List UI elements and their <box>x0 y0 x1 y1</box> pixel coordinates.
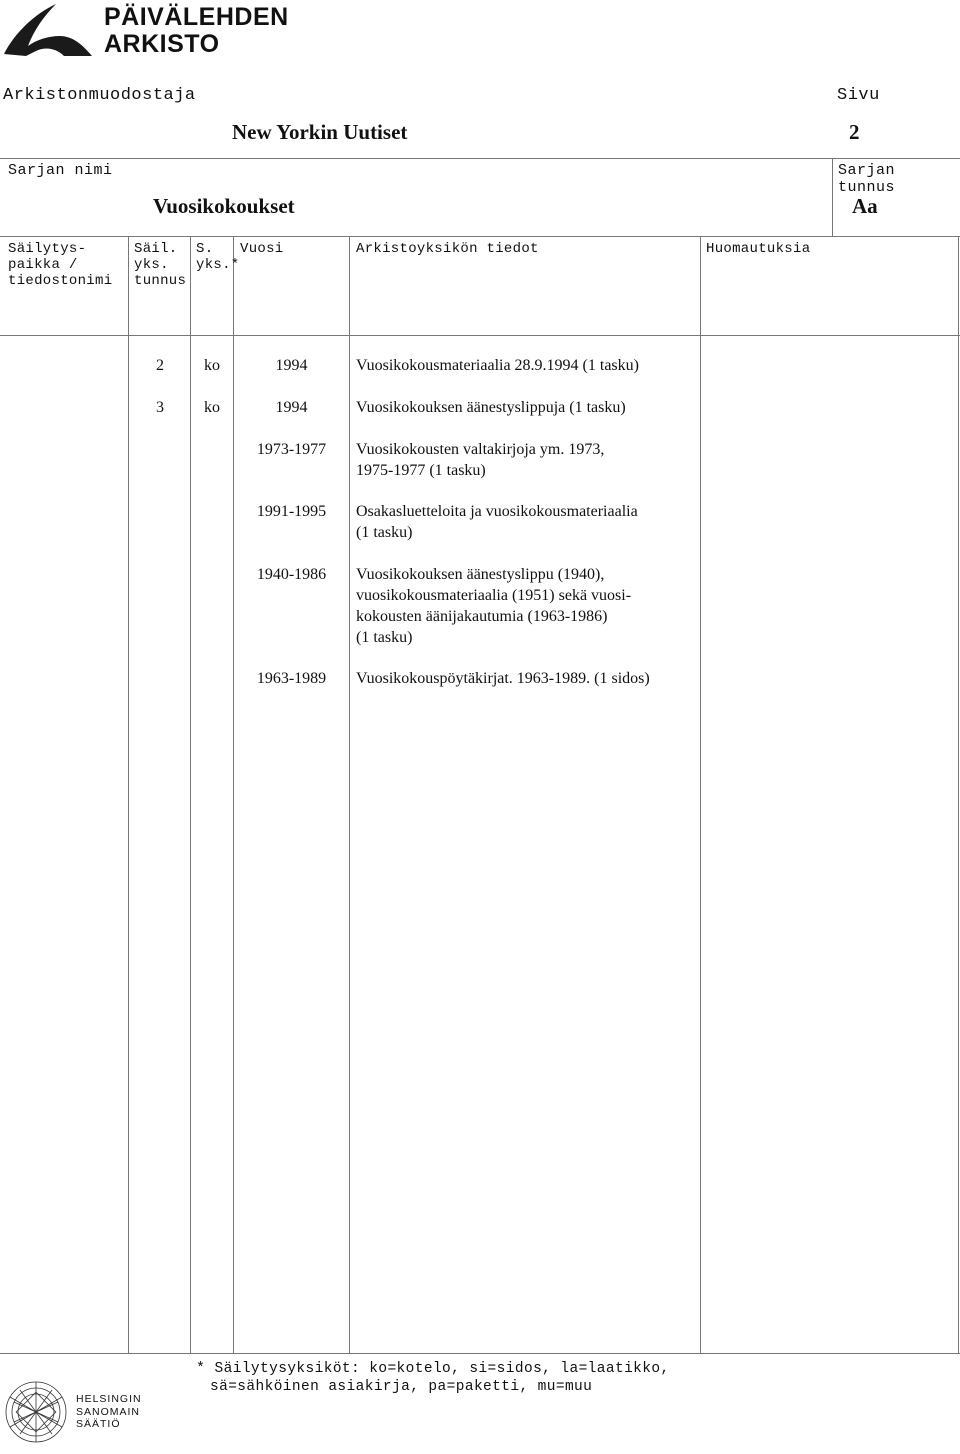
creator-name: New Yorkin Uutiset <box>232 120 408 144</box>
arkisto-logo-icon <box>0 0 100 60</box>
table-bottom-rule <box>0 1353 960 1354</box>
series-name: Vuosikokoukset <box>153 194 295 218</box>
row-6-year: 1963-1989 <box>256 670 327 687</box>
col-header-unit-type-l1: S. <box>196 241 214 257</box>
row-5-description-l4: (1 tasku) <box>356 629 413 646</box>
col-divider-right <box>958 236 959 1353</box>
series-id-label: Sarjan tunnus <box>838 162 896 196</box>
col-header-location-l2: paikka / <box>8 257 78 273</box>
row-5-year: 1940-1986 <box>256 566 327 583</box>
col-header-location <box>8 241 112 289</box>
legend-asterisk: * <box>196 1360 206 1377</box>
row-6-description: Vuosikokouspöytäkirjat. 1963-1989. (1 sidos) <box>356 670 650 687</box>
col-header-year: Vuosi <box>240 241 284 257</box>
col-header-notes: Huomautuksia <box>706 241 811 257</box>
col-header-unit-id <box>134 241 186 289</box>
row-2-unit-type: ko <box>204 399 220 416</box>
page-number: 2 <box>849 120 860 144</box>
row-5-description <box>356 564 696 648</box>
logo-line-1: PÄIVÄLEHDEN <box>104 3 289 31</box>
row-1-description: Vuosikokousmateriaalia 28.9.1994 (1 tasku) <box>356 357 639 374</box>
row-3-description-l2: 1975-1977 (1 tasku) <box>356 462 486 479</box>
row-3-year: 1973-1977 <box>256 441 327 458</box>
row-2-unit-id: 3 <box>156 399 164 416</box>
row-4-description-l2: (1 tasku) <box>356 524 413 541</box>
series-divider <box>832 158 833 236</box>
column-header-rule <box>0 335 960 336</box>
row-2-year: 1994 <box>275 399 308 416</box>
foundation-line-3: SÄÄTIÖ <box>76 1418 121 1430</box>
row-3-description <box>356 439 696 481</box>
col-header-unit-type <box>196 241 240 273</box>
foundation-line-2: SANOMAIN <box>76 1405 141 1418</box>
col-header-unit-id-l2: yks. <box>134 257 169 273</box>
row-5-description-l2: vuosikokousmateriaalia (1951) sekä vuosi- <box>356 587 632 604</box>
row-5-description-l3: kokousten äänijakautumia (1963-1986) <box>356 608 608 625</box>
col-header-unit-id-l3: tunnus <box>134 273 187 289</box>
row-5-description-l1: Vuosikokouksen äänestyslippu (1940), <box>356 566 605 583</box>
header-rule <box>0 158 960 159</box>
legend-line-2: sä=sähköinen asiakirja, pa=paketti, mu=muu <box>210 1379 593 1395</box>
col-header-location-l3: tiedostonimi <box>8 273 113 289</box>
row-4-description-l1: Osakasluetteloita ja vuosikokousmateriaalia <box>356 503 638 520</box>
page-label: Sivu <box>837 86 880 105</box>
row-1-unit-type: ko <box>204 357 220 374</box>
series-id: Aa <box>852 194 878 218</box>
row-1-year: 1994 <box>275 357 308 374</box>
creator-label: Arkistonmuodostaja <box>3 86 196 105</box>
col-divider-1 <box>128 236 129 1353</box>
foundation-line-1: HELSINGIN <box>76 1393 142 1405</box>
foundation-emblem-icon <box>0 1372 72 1449</box>
row-2-description: Vuosikokouksen äänestyslippuja (1 tasku) <box>356 399 626 416</box>
col-divider-5 <box>700 236 701 1353</box>
col-header-location-l1: Säilytys- <box>8 241 87 257</box>
series-rule <box>0 236 960 237</box>
unit-type-legend <box>196 1360 670 1396</box>
legend-line-1: Säilytysyksiköt: ko=kotelo, si=sidos, la=laatikko, <box>214 1361 670 1377</box>
row-4-year: 1991-1995 <box>256 503 327 520</box>
logo-line-2: ARKISTO <box>104 30 220 58</box>
foundation-wordmark <box>76 1393 142 1431</box>
series-name-label: Sarjan nimi <box>8 162 113 179</box>
col-header-details: Arkistoyksikön tiedot <box>356 241 539 257</box>
col-header-unit-id-l1: Säil. <box>134 241 178 257</box>
logo-wordmark <box>104 4 289 58</box>
col-divider-4 <box>349 236 350 1353</box>
col-header-unit-type-l2: yks.* <box>196 257 240 273</box>
row-4-description <box>356 501 696 543</box>
row-3-description-l1: Vuosikokousten valtakirjoja ym. 1973, <box>356 441 605 458</box>
row-1-unit-id: 2 <box>156 357 164 374</box>
